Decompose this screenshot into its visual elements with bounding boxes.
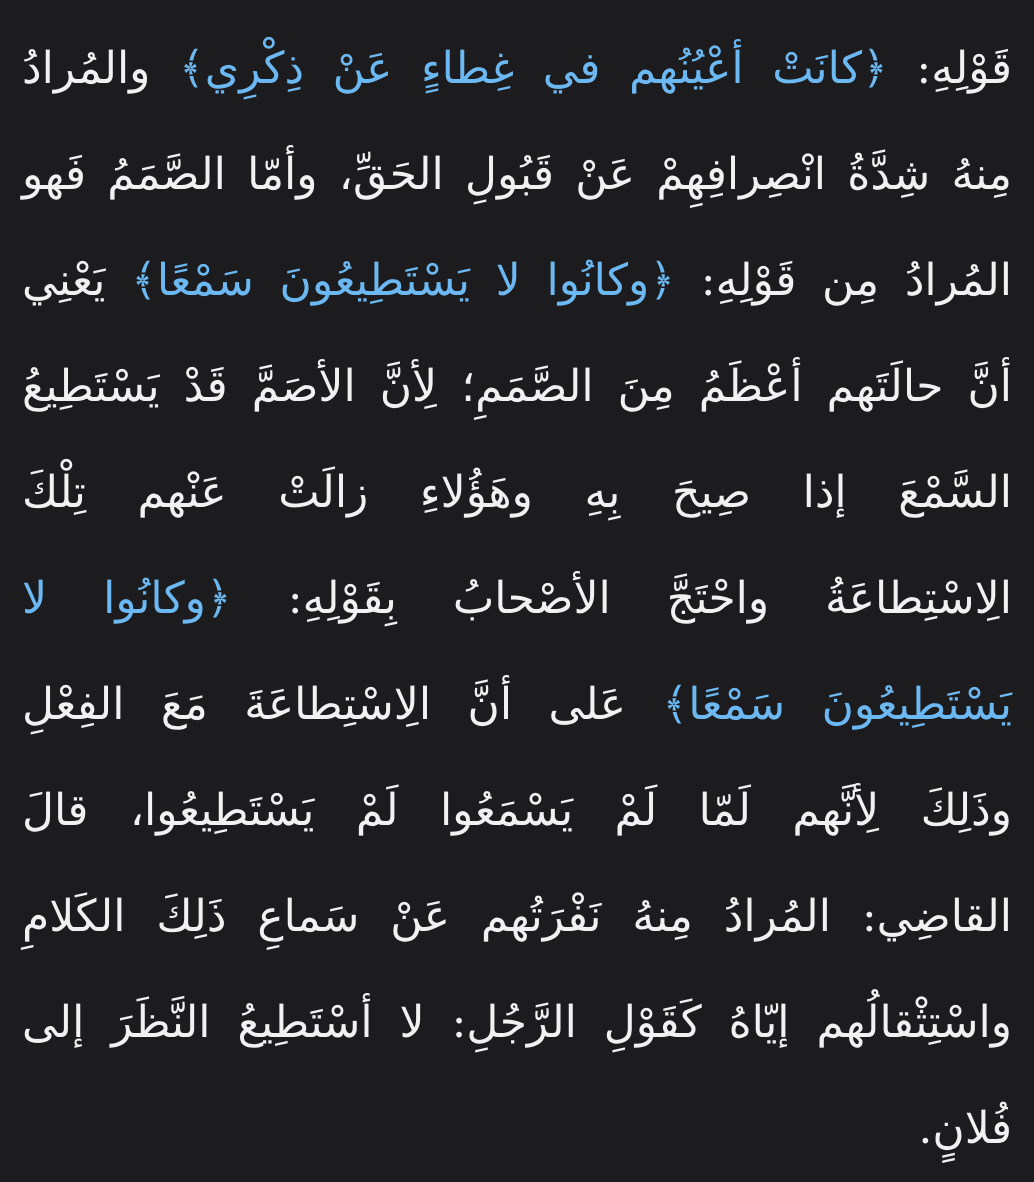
line-text: أنَّ حالَتَهم أعْظَمُ مِنَ الصَّمَمِ؛ لِأنَّ الأصَمَّ قَدْ يَسْتَطِيعُ [22,361,1012,412]
line-text: مِنهُ شِدَّةُ انْصِرافِهِمْ عَنْ قَبُولِ الحَقِّ، وأمّا الصَّمَمُ فَهو [22,149,1012,200]
text-line-4 [22,334,1012,440]
text-line-6 [22,546,1012,652]
text-line-5 [22,440,1012,546]
line-text: فُلانٍ. [918,1103,1012,1154]
quran-verse-quote[interactable]: يَسْتَطِيعُونَ سَمْعًا﴾ [662,679,1012,730]
quran-verse-quote[interactable]: ﴿وكانُوا لا يَسْتَطِيعُونَ سَمْعًا﴾ [131,255,676,306]
line-text: المُرادُ مِن قَوْلِهِ: [675,255,1012,306]
text-line-7 [22,652,1012,758]
line-text: يَعْنِي [22,255,132,306]
quran-verse-quote[interactable]: ﴿كانَتْ أعْيُنُهم في غِطاءٍ عَنْ ذِكْرِي﴾ [179,43,888,94]
line-text: قَوْلِهِ: [887,43,1012,94]
text-line-9 [22,864,1012,970]
line-text: والمُرادُ [22,43,179,94]
text-line-11 [22,1076,1012,1182]
text-line-10 [22,970,1012,1076]
line-text: عَلى أنَّ الِاسْتِطاعَةَ مَعَ الفِعْلِ [22,679,663,730]
text-line-2 [22,122,1012,228]
line-text: وذَلِكَ لِأنَّهم لَمّا لَمْ يَسْمَعُوا لَمْ يَسْتَطِيعُوا، قالَ [22,785,1012,836]
line-text: الِاسْتِطاعَةُ واحْتَجَّ الأصْحابُ بِقَوْلِهِ: [231,573,1012,624]
text-line-3 [22,228,1012,334]
quran-verse-quote[interactable]: ﴿وكانُوا لا [22,573,232,624]
tafsir-passage [22,16,1012,1182]
line-text: واسْتِثْقالُهم إيّاهُ كَقَوْلِ الرَّجُلِ: لا أسْتَطِيعُ النَّظَرَ إلى [22,997,1012,1048]
text-line-8 [22,758,1012,864]
text-line-1 [22,16,1012,122]
line-text: السَّمْعَ إذا صِيحَ بِهِ وهَؤُلاءِ زالَتْ عَنْهم تِلْكَ [22,467,1012,518]
line-text: القاضِي: المُرادُ مِنهُ نَفْرَتُهم عَنْ سَماعِ ذَلِكَ الكَلامِ [22,891,1012,942]
